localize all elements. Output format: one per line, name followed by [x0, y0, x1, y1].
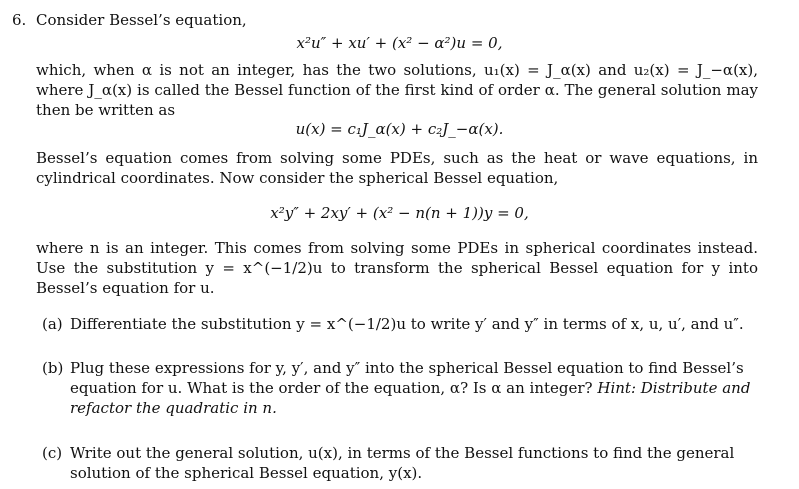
part-c-label: (c): [42, 444, 63, 462]
spherical-bessel-equation: x²y″ + 2xy′ + (x² − n(n + 1))y = 0,: [270, 204, 529, 222]
part-b: [42, 358, 758, 418]
part-c-text: Write out the general solution, u(x), in terms of the Bessel functions to find the general solution of the spherical Bessel equation, y(x).: [70, 444, 735, 482]
bessel-equation: x²u″ + xu′ + (x² − α²)u = 0,: [296, 34, 503, 52]
part-c: [42, 443, 758, 483]
part-a-label: (a): [42, 315, 63, 333]
problem-number: 6.: [12, 11, 27, 29]
part-b-label: (b): [42, 359, 64, 377]
substitution-paragraph: where n is an integer. This comes from solving some PDEs in spherical coordinates instead. Use the substitution y = x^(−1/2)u to transform the spherical Bessel equation for y into Bessel’s equation for u.: [36, 239, 758, 297]
spherical-intro-paragraph: Bessel’s equation comes from solving some PDEs, such as the heat or wave equations, in cylindrical coordinates. Now consider the spherical Bessel equation,: [36, 149, 758, 187]
general-solution-equation: u(x) = c₁J_α(x) + c₂J_−α(x).: [295, 120, 504, 138]
part-b-text: Plug these expressions for y, y′, and y″ into the spherical Bessel equation to find Bessel’s equation for u. What is the order of the equation, α? Is α an integer?: [70, 359, 744, 397]
part-b-hint: Hint: Distribute and refactor the quadratic in n.: [70, 379, 751, 417]
part-a-text: Differentiate the substitution y = x^(−1/2)u to write y′ and y″ in terms of x, u, u′, and u″.: [70, 315, 744, 333]
part-a: [42, 314, 758, 334]
problem-intro: Consider Bessel’s equation,: [36, 11, 247, 29]
bessel-solutions-paragraph: which, when α is not an integer, has the two solutions, u₁(x) = J_α(x) and u₂(x) = J_−α(x), where J_α(x) is called the Bessel function of the first kind of order α. The general solution may then be written as: [36, 61, 758, 119]
